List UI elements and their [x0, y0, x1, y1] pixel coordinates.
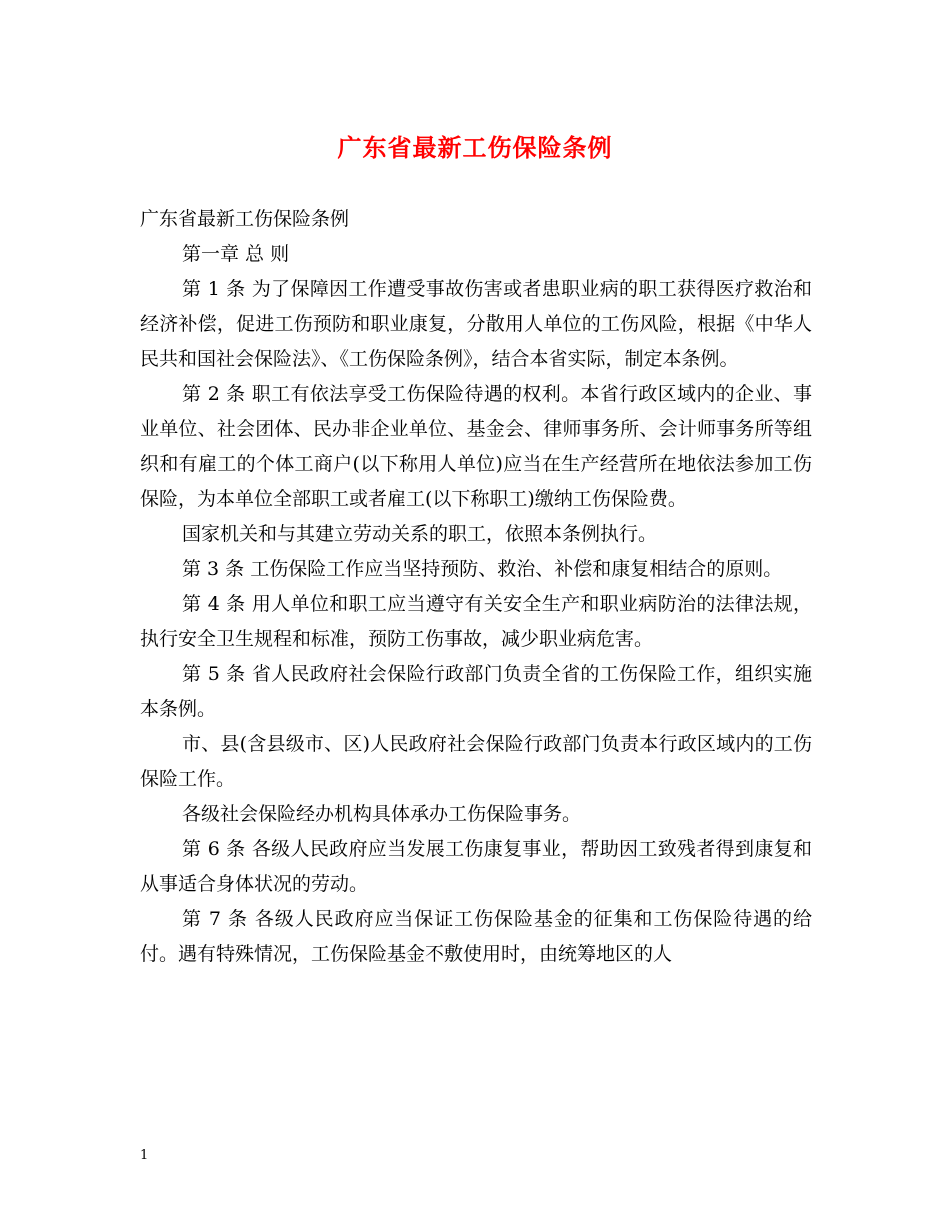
article-7: 第 7 条 各级人民政府应当保证工伤保险基金的征集和工伤保险待遇的给付。遇有特殊情况，工伤保险基金不敷使用时，由统筹地区的人: [140, 908, 812, 965]
paragraph-heading: 广东省最新工伤保险条例: [140, 208, 350, 230]
article-5-paragraph-2: 市、县(含县级市、区)人民政府社会保险行政部门负责本行政区域内的工伤保险工作。: [140, 733, 812, 790]
article-2-supplement: 国家机关和与其建立劳动关系的职工，依照本条例执行。: [182, 523, 658, 545]
article-1: 第 1 条 为了保障因工作遭受事故伤害或者患职业病的职工获得医疗救治和经济补偿，促进工伤预防和职业康复，分散用人单位的工伤风险，根据《中华人民共和国社会保险法》、《工伤保险条例》，结合本省实际，制定本条例。: [140, 278, 812, 370]
page-title: 广东省最新工伤保险条例: [337, 133, 613, 162]
article-4: 第 4 条 用人单位和职工应当遵守有关安全生产和职业病防治的法律法规，执行安全卫生规程和标准，预防工伤事故，减少职业病危害。: [140, 593, 812, 650]
article-6: 第 6 条 各级人民政府应当发展工伤康复事业，帮助因工致残者得到康复和从事适合身体状况的劳动。: [140, 838, 812, 895]
article-2: 第 2 条 职工有依法享受工伤保险待遇的权利。本省行政区域内的企业、事业单位、社会团体、民办非企业单位、基金会、律师事务所、会计师事务所等组织和有雇工的个体工商户(以下称用人单位)应当在生产经营所在地依法参加工伤保险，为本单位全部职工或者雇工(以下称职工)缴纳工伤保险费。: [140, 383, 812, 510]
page-number: 1: [140, 1148, 149, 1163]
article-3: 第 3 条 工伤保险工作应当坚持预防、救治、补偿和康复相结合的原则。: [182, 558, 783, 580]
article-5: 第 5 条 省人民政府社会保险行政部门负责全省的工伤保险工作，组织实施本条例。: [140, 663, 812, 720]
document-body: [140, 202, 812, 972]
chapter-heading: 第一章 总 则: [182, 243, 290, 265]
article-5-paragraph-3: 各级社会保险经办机构具体承办工伤保险事务。: [182, 803, 582, 825]
